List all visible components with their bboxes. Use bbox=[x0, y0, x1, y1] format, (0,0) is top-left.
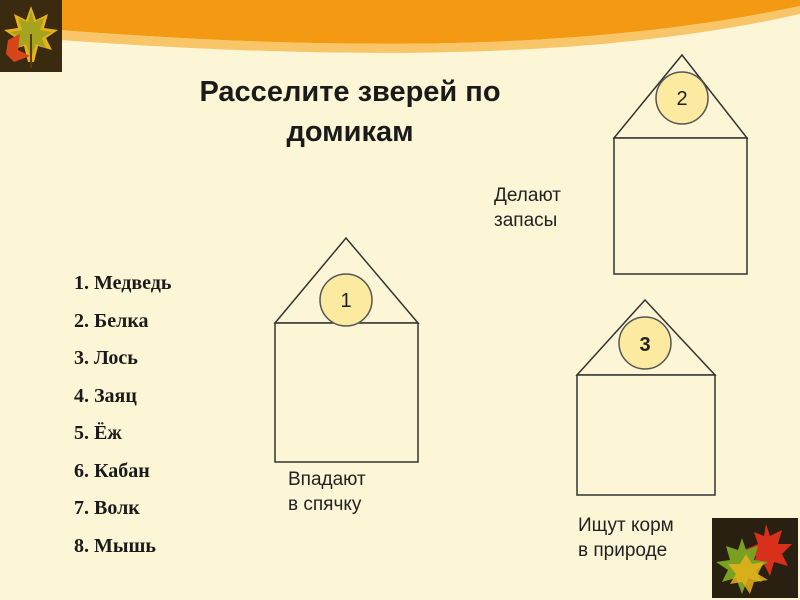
house-3-number: 3 bbox=[639, 334, 651, 356]
house-3-caption-line-1: Ищут корм bbox=[578, 515, 674, 536]
list-item: 4. Заяц bbox=[74, 384, 137, 407]
list-item: 1. Медведь bbox=[74, 272, 172, 294]
house-2-caption-line-1: Делают bbox=[494, 185, 561, 206]
house-3-body bbox=[577, 375, 715, 495]
list-item: 7. Волк bbox=[74, 497, 140, 519]
list-item: 5. Ёж bbox=[74, 422, 122, 444]
house-1-caption bbox=[288, 467, 366, 517]
house-2-body bbox=[614, 138, 747, 274]
house-3-caption bbox=[578, 513, 674, 563]
house-1 bbox=[275, 238, 418, 462]
list-item: 8. Мышь bbox=[74, 534, 156, 557]
list-item: 3. Лось bbox=[74, 347, 138, 369]
list-item: 2. Белка bbox=[74, 309, 149, 332]
house-2-number: 2 bbox=[676, 88, 688, 110]
house-2-caption bbox=[494, 183, 561, 233]
house-2-caption-line-2: запасы bbox=[494, 210, 558, 231]
house-1-number: 1 bbox=[340, 290, 352, 312]
title-line-2: домикам bbox=[286, 116, 414, 148]
house-3 bbox=[577, 300, 715, 495]
house-3-caption-line-2: в природе bbox=[578, 540, 668, 561]
house-1-caption-line-1: Впадают bbox=[288, 469, 366, 490]
title-line-1: Расселите зверей по bbox=[199, 76, 501, 108]
house-2 bbox=[614, 55, 747, 274]
list-item: 6. Кабан bbox=[74, 459, 150, 482]
house-1-caption-line-2: в спячку bbox=[288, 494, 362, 515]
house-1-body bbox=[275, 323, 418, 462]
